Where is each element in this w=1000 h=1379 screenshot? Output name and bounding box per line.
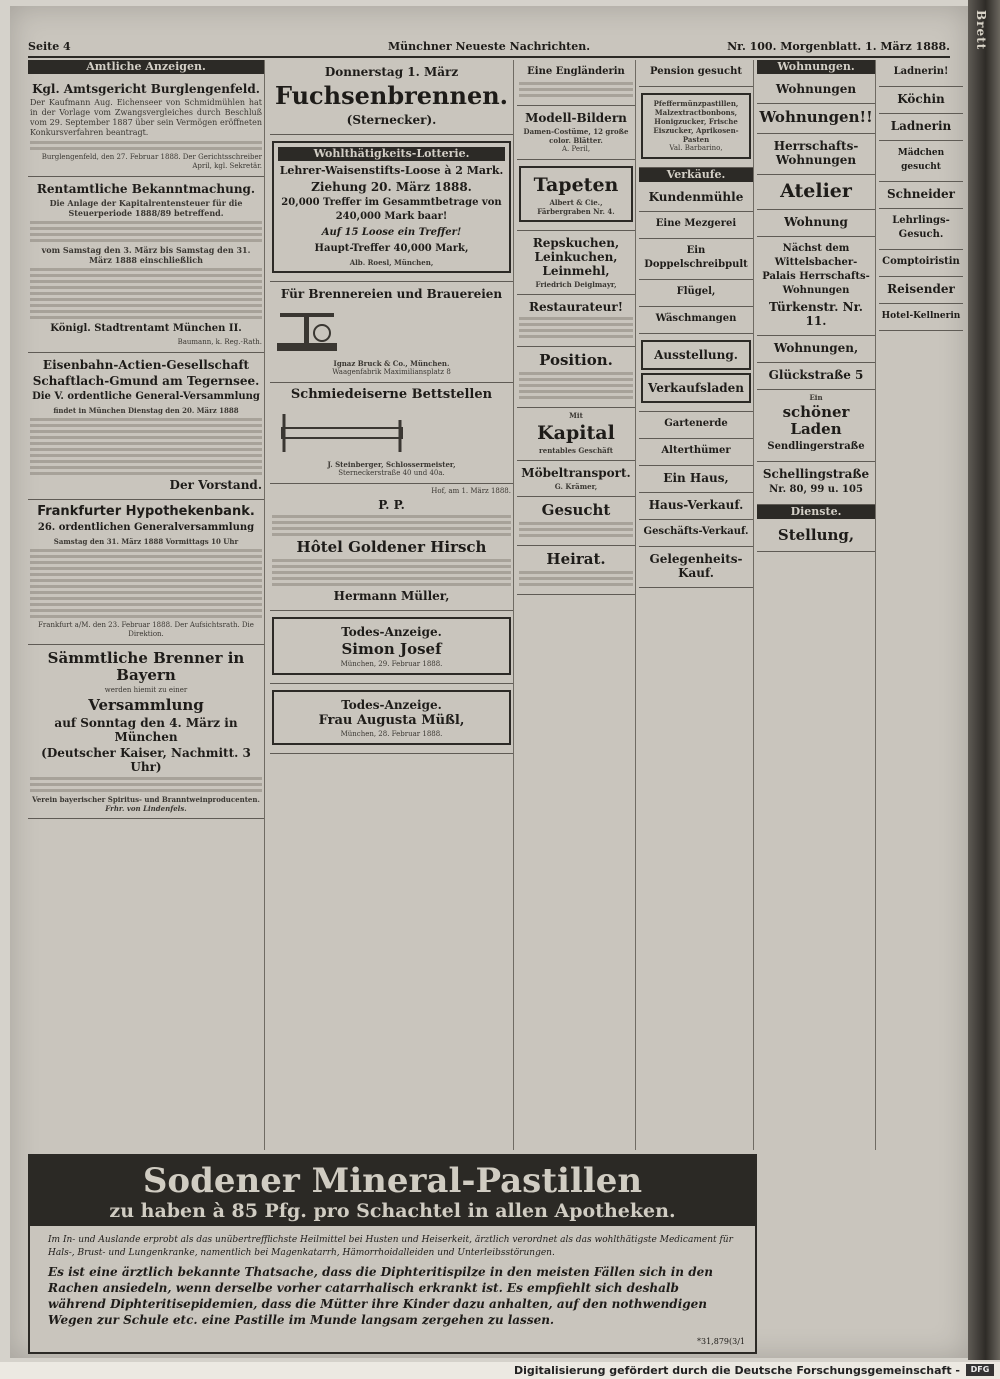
ad-frankfurter [28,500,264,645]
ad-rentamt [28,177,264,353]
frank-sign: Frankfurt a/M. den 23. Februar 1888. Der Aufsichtsrath. Die Direktion. [38,621,254,638]
brenner-date: auf Sonntag den 4. März in München [54,716,238,744]
pastillen-firm: Val. Barbarino, [669,144,723,152]
tapeten-title: Tapeten [533,174,619,196]
laden-word: Ein [809,393,823,402]
pp-date: Hof, am 1. März 1888. [431,487,511,495]
ladnerin-ad: Ladnerin [890,119,952,133]
ad-hotel [270,484,513,611]
position-title: Position. [539,351,613,369]
ausstellung-title: Ausstellung. [654,348,738,362]
doppel-title: Ein Doppelschreibpult [644,245,748,270]
brenner-sign: Frhr. von Lindenfels. [105,804,187,813]
maedchen-ad: Mädchen gesucht [897,148,945,172]
lehrling-ad: Lehrlings-Gesuch. [892,215,950,240]
column-5 [757,60,876,1150]
lottery-draw: Ziehung 20. März 1888. [311,180,472,194]
brenner-title: Sämmtliche Brenner in Bayern [47,649,245,684]
footer-text: Digitalisierung gefördert durch die Deutsche Forschungsgemeinschaft - [513,1364,960,1377]
scale-icon [272,305,342,355]
column-3 [517,60,636,1150]
brenner-place: (Deutscher Kaiser, Nachmitt. 3 Uhr) [41,746,251,774]
kapital-sub: rentables Geschäft [539,446,613,455]
ad-brenner [28,645,264,819]
rent-title: Rentamtliche Bekanntmachung. [36,182,256,196]
bed-icon [272,406,412,456]
court-text: Der Kaufmann Aug. Eichenseer von Schmidmühlen hat in der Vorlage vom Zwangsvergleiches durch Beschluß vom 29. September 1887 über sein Vermögen eröffneten Konkursverfahren beantragt. [30,98,262,137]
laden-street: Sendlingerstraße [767,441,865,452]
section-amtlich: Amtliche Anzeigen. [28,60,264,74]
brenner-word: Versammlung [88,696,204,714]
brenner-org: Verein bayerischer Spiritus- und Branntweinproducenten. [32,795,260,804]
schneider-ad: Schneider [887,187,955,201]
section-wohnungen: Wohnungen. [757,60,875,74]
rail-place: Schaftlach-Gmund am Tegernsee. [32,374,260,388]
heirat-title: Heirat. [546,550,606,568]
rent-dates: vom Samstag den 3. März bis Samstag den 31. März 1888 einschließlich [41,245,251,265]
brauerei-firm: Ignaz Bruck & Co., München. [333,359,450,368]
kunden-title: Kundenmühle [648,190,744,204]
pastillen-text: Pfeffermünzpastillen, Malzextractbonbons, Honigzucker, Frische Eiszucker, Aprikosen-Pasten [653,99,739,144]
ad-eisenbahn [28,353,264,500]
ad-todes-2 [270,684,513,754]
tod2-date: München, 28. Februar 1888. [340,730,443,738]
ad-todes-1 [270,611,513,684]
sodener-body: Im In- und Auslande erprobt als das unübertrefflichste Heilmittel bei Husten und Heiserkeit, ärztlich verordnet als das wohlthätigste Medicament für Hals-, Brust- und Lungenkranke, namentlich bei Magenkatarrh, Hämorrhoidalleiden und Unterleibsstörungen. [48,1235,733,1258]
kapital-word: Mit [569,411,583,420]
moebel-firm: G. Krämer, [554,482,598,491]
rail-title: Eisenbahn-Actien-Gesellschaft [42,358,250,372]
wohnungen-3: Wohnungen, [773,341,859,355]
tod2-title: Todes-Anzeige. [341,698,442,712]
sodener-diphteria: Es ist eine ärztlich bekannte Thatsache, dass die Diphteritispilze in den meisten Fällen sich in den Rachen ansiedeln, wenn derselbe vorher catarrhalisch erkrankt ist. Es empfiehlt sich deshalb während Diphteritisepidemien, dass die Mütter ihre Kinder dazu anhalten, auf den nothwendigen Wegen zur Schule etc. eine Pastille im Munde langsam zergehen zu lassen. [48,1265,713,1327]
laden-ad: Ladnerin! [893,66,949,77]
fluegel-title: Flügel, [676,286,716,297]
tuerken-title: Türkenstr. Nr. 11. [769,300,863,328]
geschaeft-title: Geschäfts-Verkauf. [643,526,749,537]
pp-title: P. P. [378,498,405,512]
waesche-title: Wäschmangen [655,313,737,324]
lottery-sub: Lehrer-Waisenstifts-Loose à 2 Mark. [279,164,504,177]
gelegenheit-title: Gelegenheits-Kauf. [649,552,743,580]
section-verkaeufe: Verkäufe. [639,168,753,182]
ad-fuchsenbrennen [270,60,513,135]
brauerei-sub: Waagenfabrik Maximiliansplatz 8 [332,368,451,376]
pension-title: Pension gesucht [650,66,742,77]
rent-sign: Baumann, k. Reg.-Rath. [177,338,262,346]
tod1-name: Simon Josef [341,640,442,658]
rent-sub: Die Anlage der Kapitalrentensteuer für die Steuerperiode 1888/89 betreffend. [49,198,243,218]
modell-sub: Damen-Costüme, 12 große color. Blätter. [523,127,629,145]
palais-title: Nächst dem Wittelsbacher-Palais Herrschafts-Wohnungen [762,243,870,296]
page-number: Seite 4 [28,40,71,53]
frank-meeting: 26. ordentlichen Generalversammlung [37,522,255,533]
court-sign: Burglengenfeld, den 27. Februar 1888. Der Gerichtsschreiber April, kgl. Sekretär. [41,153,262,170]
rail-date: findet in München Dienstag den 20. März 1888 [53,406,239,415]
lottery-main: Haupt-Treffer 40,000 Mark, [314,243,469,254]
eng-title: Eine Engländerin [527,66,625,77]
laden-title: schöner Laden [782,403,850,438]
hotel-ad: Hotel-Kellnerin [881,311,961,321]
comptoir-ad: Comptoiristin [882,256,960,267]
frank-date: Samstag den 31. März 1888 Vormittags 10 Uhr [53,537,239,546]
gluecks-title: Glückstraße 5 [768,368,864,382]
scale-illustration [272,305,511,355]
haus-title: Ein Haus, [663,471,729,485]
verkaufsladen-title: Verkaufsladen [648,381,744,395]
sodener-title: Sodener Mineral-Pastillen [142,1161,643,1201]
stellung-title: Stellung, [777,526,855,544]
dfg-logo: DFG [966,1364,994,1376]
mezg-title: Eine Mezgerei [655,218,737,229]
modell-title: Modell-Bildern [525,111,627,125]
hausverkauf-title: Haus-Verkauf. [648,498,744,512]
ad-bettstellen [270,383,513,484]
tod1-title: Todes-Anzeige. [341,625,442,639]
edge-text: Brett [974,10,988,51]
column-2 [270,60,514,1150]
brenner-invite: werden hiemit zu einer [104,686,188,694]
rail-board: Der Vorstand. [169,478,262,492]
tod2-name: Frau Augusta Müßl, [318,713,465,728]
hotel-title: Hôtel Goldener Hirsch [296,538,487,556]
wohnungen-1: Wohnungen [775,82,857,96]
gesucht-title: Gesucht [541,501,611,519]
digitization-footer [0,1362,1000,1379]
newspaper-title: Münchner Neueste Nachrichten. [388,40,591,53]
lottery-prizes: 20,000 Treffer im Gesammtbetrage von 240,000 Mark baar! [281,197,502,222]
gartenerde-title: Gartenerde [664,418,728,429]
ad-lotterie [270,135,513,282]
schelling-nr: Nr. 80, 99 u. 105 [769,484,863,495]
moebel-title: Möbeltransport. [521,466,631,480]
rest-title: Restaurateur! [529,300,623,314]
court-title: Kgl. Amtsgericht Burglengenfeld. [32,82,260,96]
brauerei-title: Für Brennereien und Brauereien [280,287,503,301]
frank-title: Frankfurter Hypothekenbank. [37,504,255,519]
herrschaft-title: Herrschafts-Wohnungen [773,139,859,167]
wohnungen-2: Wohnungen!! [759,108,873,126]
tod1-date: München, 29. Februar 1888. [340,660,443,668]
column-1 [28,60,265,1150]
sodener-code: *31,879(3/1 [697,1337,745,1346]
schelling-title: Schellingstraße [762,467,870,481]
lottery-agent: Alb. Roesl, München, [349,258,434,267]
sodener-sub: zu haben à 85 Pfg. pro Schachtel in allen Apotheken. [109,1200,676,1222]
wohnung-title: Wohnung [784,215,848,229]
ad-amtsgericht [28,77,264,177]
bett-firm: J. Steinberger, Schlossermeister, [327,460,456,469]
bed-illustration [272,406,511,456]
fuchs-date: Donnerstag 1. März [324,65,459,79]
tapeten-firm: Albert & Cie., Färbergraben Nr. 4. [537,198,615,216]
page-header [28,36,950,58]
atelier-title: Atelier [780,180,852,202]
sodener-pastillen-ad [28,1154,757,1354]
lottery-offer: Auf 15 Loose ein Treffer! [321,227,462,238]
lottery-title: Wohlthätigkeits-Lotterie. [278,147,505,161]
bett-addr: Sterneckerstraße 40 und 40a. [338,469,445,477]
alter-title: Alterthümer [661,445,731,456]
koechin-ad: Köchin [897,92,945,106]
rail-meeting: Die V. ordentliche General-Versammlung [32,391,260,402]
adjacent-page-edge [968,0,1000,1360]
kapital-title: Kapital [537,422,615,444]
column-6 [879,60,963,1150]
reisender-ad: Reisender [887,282,955,296]
bett-title: Schmiedeiserne Bettstellen [290,387,493,402]
rent-office: Königl. Stadtrentamt München II. [50,323,242,334]
modell-firm: A. Peril, [561,145,591,153]
issue-info: Nr. 100. Morgenblatt. 1. März 1888. [727,40,950,53]
fuchs-sub: (Sternecker). [346,113,437,127]
section-dienste: Dienste. [757,505,875,519]
reps-title: Repskuchen, Leinkuchen, Leinmehl, [532,236,620,278]
column-4 [639,60,754,1150]
ad-brauereien [270,282,513,383]
reps-firm: Friedrich Deiglmayr, [535,280,617,289]
hotel-owner: Hermann Müller, [333,589,450,603]
fuchs-title: Fuchsenbrennen. [274,81,509,110]
